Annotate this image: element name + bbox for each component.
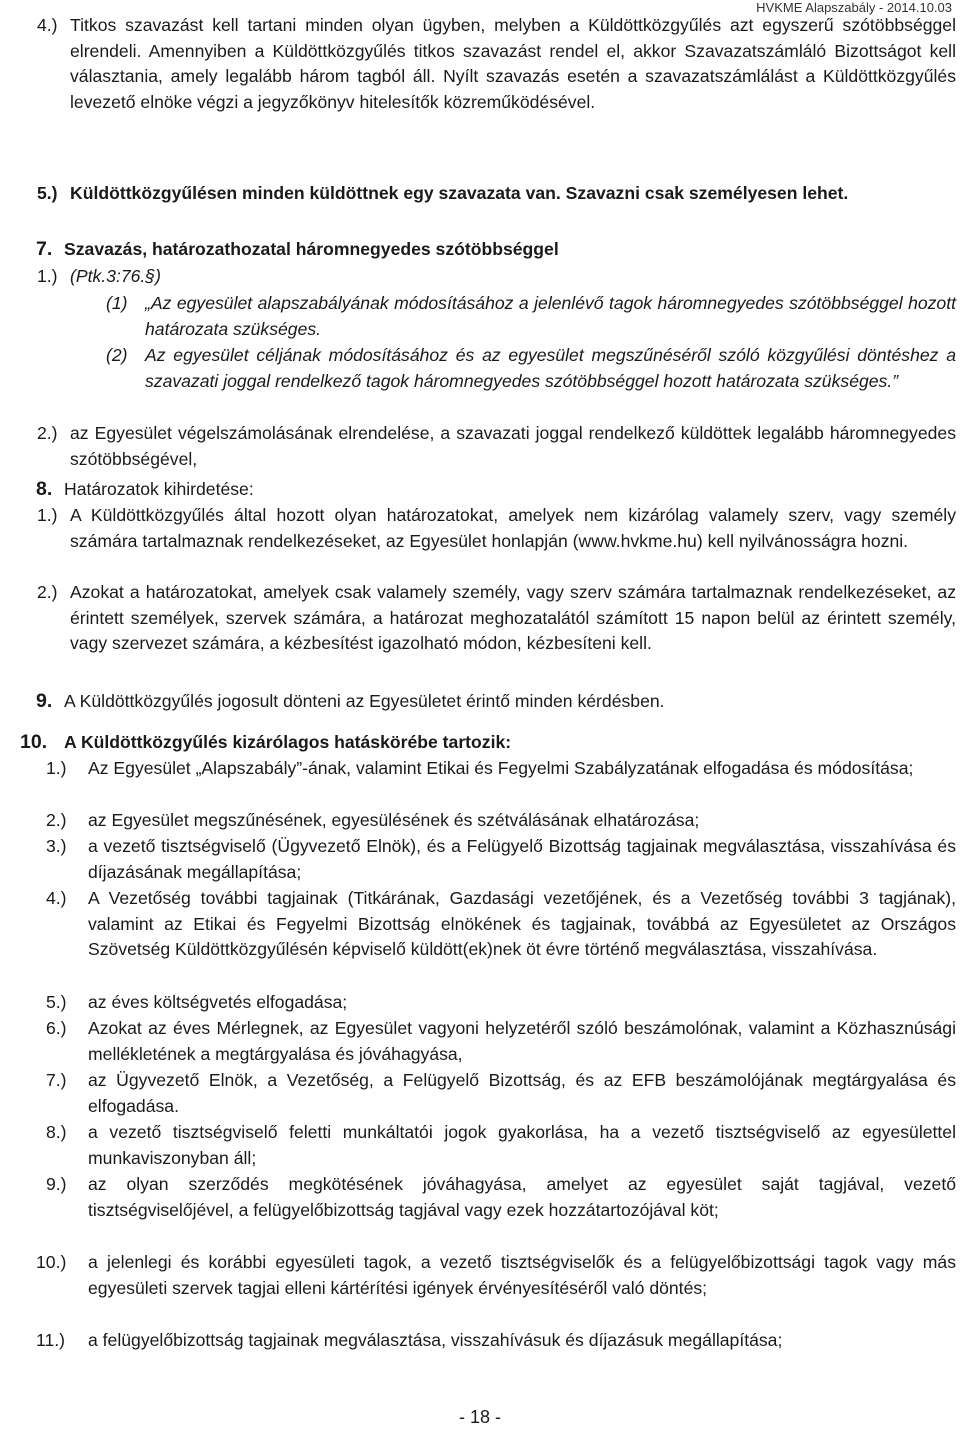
section-10-item-text: Az Egyesület „Alapszabály”-ának, valamint Etikai és Fegyelmi Szabályzatának elfogadása és módosítása; (88, 758, 914, 778)
section-10-item-text: a vezető tisztségviselő feletti munkáltatói jogok gyakorlása, ha a vezető tisztségviselő az egyesülettel munkaviszonyban áll; (88, 1122, 956, 1168)
section-7-paragraph-2-text: Az egyesület céljának módosításához és az egyesület megszűnéséről szóló közgyűlési döntéshez a szavazati joggal rendelkező tagok háromnegyedes szótöbbséggel hozott határozata szükséges.” (145, 345, 956, 391)
section-8-label: 8. (36, 478, 53, 500)
section-10-item-label: 5.) (46, 992, 67, 1012)
section-10-item-text: a felügyelőbizottság tagjainak megválasztása, visszahívásuk és díjazásuk megállapítása; (88, 1330, 783, 1350)
section-7-label: 7. (36, 238, 53, 260)
section-10-item-text: a vezető tisztségviselő (Ügyvezető Elnök), és a Felügyelő Bizottság tagjainak megválasztása, visszahívása és díjazásának megállapítása; (88, 836, 956, 882)
section-4-label: 4.) (37, 15, 58, 35)
section-10-item-text: Azokat az éves Mérlegnek, az Egyesület vagyoni helyzetéről szóló beszámolónak, valamint a Közhasznúsági mellékletének a megtárgyalása és jóváhagyása, (88, 1018, 956, 1064)
section-10-item-label: 2.) (46, 810, 67, 830)
section-10-item-label: 10.) (36, 1252, 67, 1272)
section-9-text: A Küldöttközgyűlés jogosult dönteni az Egyesületet érintő minden kérdésben. (64, 691, 665, 711)
section-10-item-label: 8.) (46, 1122, 67, 1142)
section-10-label: 10. (20, 731, 48, 753)
section-7-paragraph-1-label: (1) (106, 293, 128, 313)
section-7-title: Szavazás, határozathozatal háromnegyedes szótöbbséggel (64, 239, 559, 259)
section-7-item-1-label: 1.) (37, 266, 58, 286)
section-8-item-1-label: 1.) (37, 505, 58, 525)
section-9-label: 9. (36, 690, 53, 712)
section-10-item-label: 11.) (36, 1330, 66, 1350)
page-number: - 18 - (458, 1407, 501, 1427)
section-7-paragraph-1-text: „Az egyesület alapszabályának módosításához a jelenlévő tagok háromnegyedes szótöbbséggel hozott határozata szükséges. (145, 293, 956, 339)
section-10-item-label: 4.) (46, 888, 67, 908)
section-10-item-text: az Ügyvezető Elnök, a Vezetőség, a Felügyelő Bizottság, és az EFB beszámolójának megtárgyalása és elfogadása. (88, 1070, 956, 1116)
section-5-text: Küldöttközgyűlésen minden küldöttnek egy szavazata van. Szavazni csak személyesen lehet. (70, 183, 849, 203)
section-10-item-text: az éves költségvetés elfogadása; (88, 992, 348, 1012)
section-7-item-2-label: 2.) (37, 423, 58, 443)
section-8-item-2-text: Azokat a határozatokat, amelyek csak valamely személy, vagy szerv számára tartalmaznak rendelkezéseket, az érintett személyek, szervek számára, a határozat meghozatalától számított 15 napon belül az érintett személy, vagy szervezet számára, a kézbesítést igazolható módon, kézbesíteni kell. (70, 582, 956, 653)
section-10-item-text: A Vezetőség további tagjainak (Titkárának, Gazdasági vezetőjének, és a Vezetőség további 3 tagjának), valamint az Etikai és Fegyelmi Bizottság elnökének és tagjainak, továbbá az Egyesületet az Országos Szövetség Küldöttközgyűlésén képviselő küldött(ek)nek öt évre történő megválasztása, visszahívása. (88, 888, 956, 959)
section-10-item-text: az olyan szerződés megkötésének jóváhagyása, amelyet az egyesület saját tagjával, vezető tisztségviselőjével, a felügyelőbizottság tagjával vagy ezek hozzátartozójával köt; (88, 1174, 956, 1220)
page-header: HVKME Alapszabály - 2014.10.03 (756, 0, 952, 15)
section-7-item-1-text: (Ptk.3:76.§) (70, 266, 161, 286)
section-10-title: A Küldöttközgyűlés kizárólagos hatáskörébe tartozik: (64, 732, 512, 752)
section-4-text: Titkos szavazást kell tartani minden olyan ügyben, melyben a Küldöttközgyűlés azt egyszerű szótöbbséggel elrendeli. Amennyiben a Küldöttközgyűlés titkos szavazást rendel el, akkor Szavazatszámláló Bizottságot kell választania, amely legalább három tagból áll. Nyílt szavazás esetén a szavazatszámlálást a Küldöttközgyűlés levezető elnöke végzi a jegyzőkönyv hitelesítők közreműködésével. (70, 15, 956, 112)
section-8-item-2-label: 2.) (37, 582, 58, 602)
section-8-item-1-text: A Küldöttközgyűlés által hozott olyan határozatokat, amelyek nem kizárólag valamely szerv, vagy személy számára tartalmaznak rendelkezéseket, az Egyesület honlapján (www.hvkme.hu) kell nyilvánosságra hozni. (70, 505, 956, 551)
section-10-item-text: az Egyesület megszűnésének, egyesülésének és szétválásának elhatározása; (88, 810, 700, 830)
section-10-item-label: 9.) (46, 1174, 67, 1194)
section-7-paragraph-2-label: (2) (106, 345, 128, 365)
section-5-label: 5.) (37, 183, 58, 203)
section-10-item-label: 7.) (46, 1070, 67, 1090)
section-10-item-text: a jelenlegi és korábbi egyesületi tagok, a vezető tisztségviselők és a felügyelőbizottsági tagok vagy más egyesületi szervek tagjai elleni kártérítési igények érvényesítéséről való döntés; (88, 1252, 956, 1298)
section-10-item-label: 1.) (46, 758, 67, 778)
section-8-title: Határozatok kihirdetése: (64, 479, 254, 499)
section-7-item-2-text: az Egyesület végelszámolásának elrendelése, a szavazati joggal rendelkező küldöttek legalább háromnegyedes szótöbbségével, (70, 423, 956, 469)
section-10-item-label: 3.) (46, 836, 67, 856)
section-10-item-label: 6.) (46, 1018, 67, 1038)
